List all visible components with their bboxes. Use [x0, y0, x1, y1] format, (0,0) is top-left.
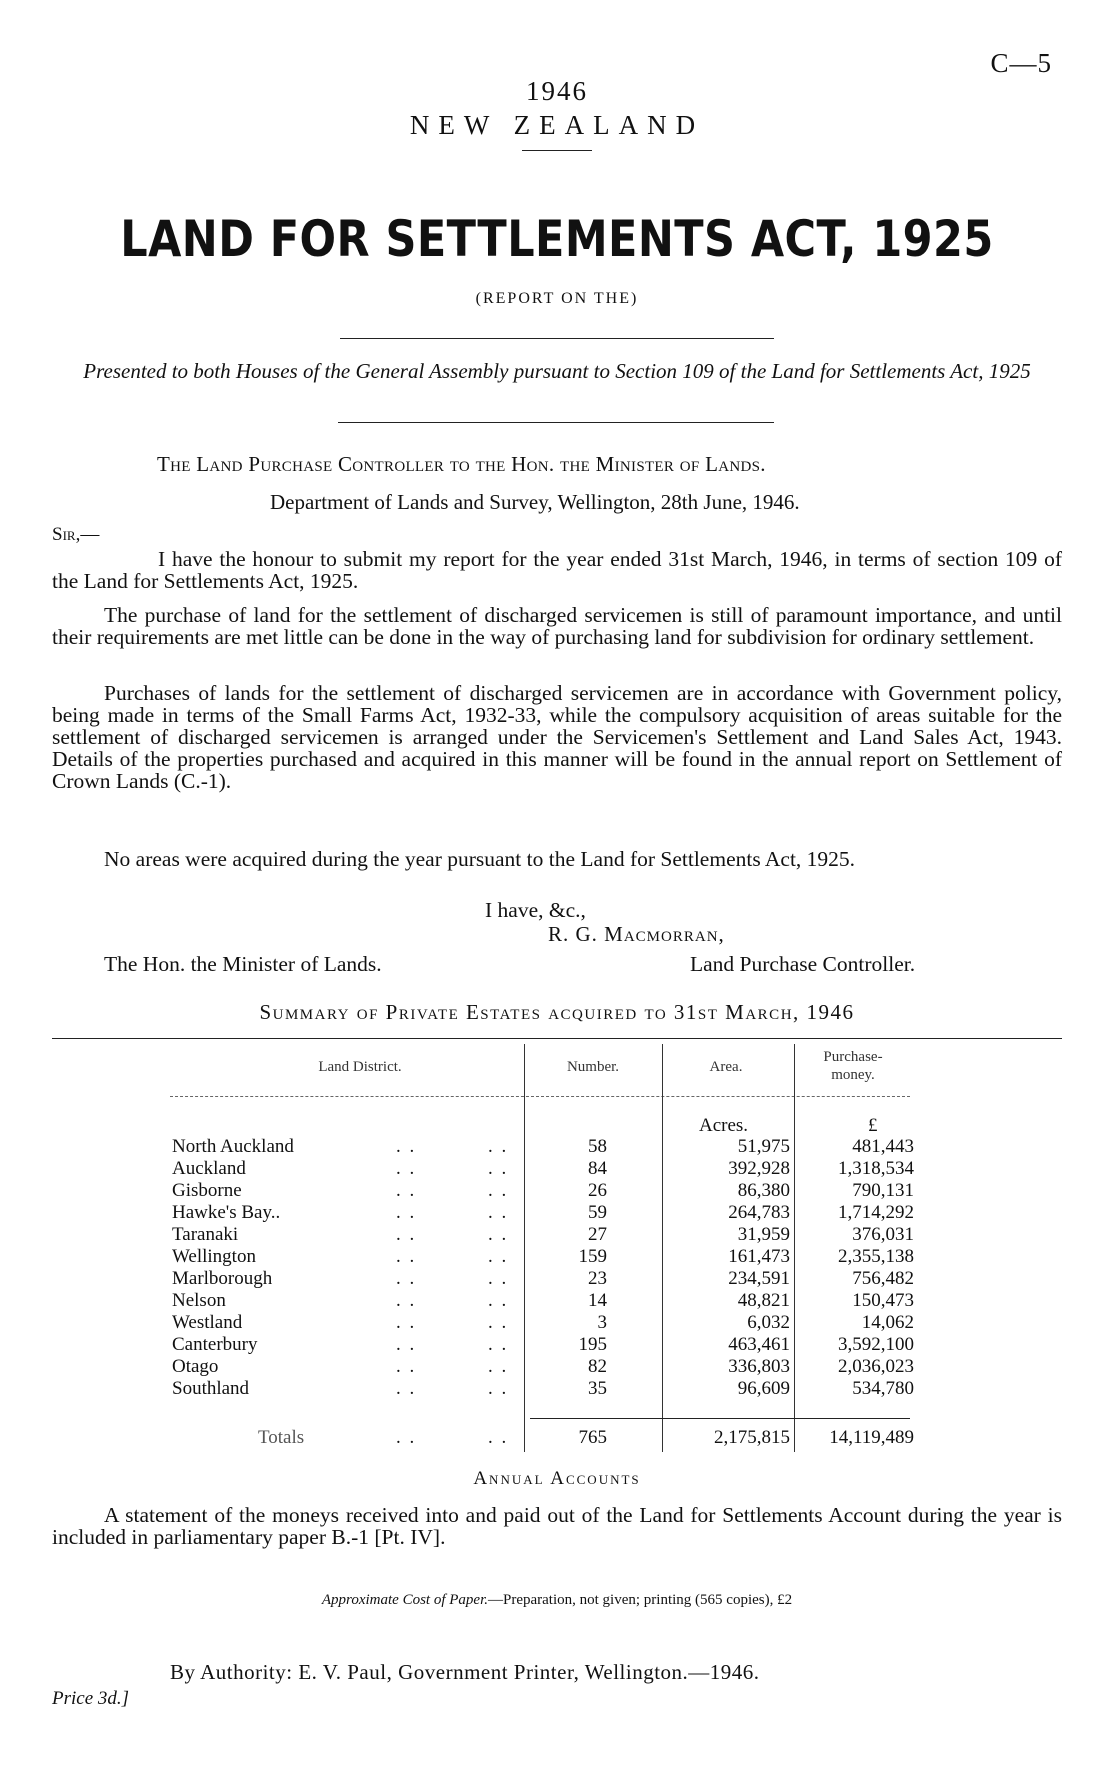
number-cell: 58 — [588, 1136, 607, 1157]
letter-paragraph: No areas were acquired during the year pursuant to the Land for Settlements Act, 1925. — [104, 847, 856, 871]
number-cell: 3 — [597, 1312, 607, 1333]
country-name: NEW ZEALAND — [409, 110, 705, 140]
table-row — [0, 1202, 1114, 1224]
money-cell: 14,062 — [861, 1312, 914, 1333]
table-row — [0, 1180, 1114, 1202]
row-leader-dots: . . — [488, 1268, 509, 1289]
column-header-district: Land District. — [318, 1059, 402, 1075]
table-row — [0, 1312, 1114, 1334]
row-leader-dots: . . — [396, 1356, 417, 1377]
document-title: LAND FOR SETTLEMENTS ACT, 1925 — [120, 210, 994, 268]
totals-area: 2,175,815 — [714, 1427, 790, 1448]
row-leader-dots: . . — [396, 1378, 417, 1399]
money-cell: 2,036,023 — [838, 1356, 914, 1377]
row-leader-dots: . . — [488, 1427, 509, 1448]
letter-signer-title: Land Purchase Controller. — [690, 952, 916, 976]
area-cell: 6,032 — [747, 1312, 790, 1333]
row-leader-dots: . . — [488, 1378, 509, 1399]
letter-paragraph: Purchases of lands for the settlement of discharged servicemen are in accordance with Government policy, being made in terms of the Small Farms Act, 1932-33, while the compulsory acquisition of areas suitable for the settlement of discharged servicemen is arranged under the Servicemen's Settlement and Land Sales Act, 1943. Details of the properties purchased and acquired in this manner will be found in the annual report on Settlement of Crown Lands (C.-1). — [52, 681, 1062, 793]
area-cell: 86,380 — [737, 1180, 790, 1201]
row-leader-dots: . . — [396, 1268, 417, 1289]
district-cell: Auckland — [172, 1158, 246, 1179]
row-leader-dots: . . — [396, 1180, 417, 1201]
table-row — [0, 1136, 1114, 1158]
district-cell: Westland — [172, 1312, 243, 1333]
number-cell: 26 — [588, 1180, 607, 1201]
number-cell: 159 — [578, 1246, 607, 1267]
totals-rule — [530, 1418, 910, 1419]
district-cell: Gisborne — [172, 1180, 242, 1201]
money-cell: 790,131 — [852, 1180, 914, 1201]
divider — [522, 150, 592, 151]
annual-accounts-text: A statement of the moneys received into and paid out of the Land for Settlements Account during the year is included in parliamentary paper B.-1 [Pt. IV]. — [52, 1503, 1062, 1549]
table-row — [0, 1378, 1114, 1400]
divider — [338, 422, 774, 423]
totals-label: Totals — [258, 1427, 305, 1448]
row-leader-dots: . . — [396, 1290, 417, 1311]
area-cell: 234,591 — [728, 1268, 790, 1289]
district-cell: Otago — [172, 1356, 219, 1377]
letter-signer: R. G. Macmorran, — [548, 922, 725, 946]
cost-label: Approximate Cost of Paper. — [321, 1592, 488, 1608]
district-cell: Taranaki — [172, 1224, 239, 1245]
area-cell: 264,783 — [728, 1202, 790, 1223]
money-cell: 481,443 — [852, 1136, 914, 1157]
publication-year: 1946 — [526, 76, 588, 106]
document-subtitle: (REPORT ON THE) — [475, 290, 639, 307]
row-leader-dots: . . — [488, 1246, 509, 1267]
area-cell: 51,975 — [737, 1136, 790, 1157]
row-leader-dots: . . — [396, 1427, 417, 1448]
cost-note — [0, 1592, 1114, 1609]
letter-salutation: Sir,— — [52, 524, 100, 545]
row-leader-dots: . . — [488, 1356, 509, 1377]
row-leader-dots: . . — [488, 1158, 509, 1179]
row-leader-dots: . . — [396, 1312, 417, 1333]
district-cell: Hawke's Bay.. — [172, 1202, 281, 1223]
column-header-purchase-money: Purchase-money. — [823, 1049, 883, 1083]
money-cell: 2,355,138 — [838, 1246, 914, 1267]
table-row — [0, 1356, 1114, 1378]
number-cell: 84 — [588, 1158, 607, 1179]
row-leader-dots: . . — [396, 1202, 417, 1223]
row-leader-dots: . . — [396, 1334, 417, 1355]
area-cell: 48,821 — [737, 1290, 790, 1311]
district-cell: North Auckland — [172, 1136, 294, 1157]
area-cell: 31,959 — [737, 1224, 790, 1245]
annual-accounts-heading: Annual Accounts — [473, 1468, 641, 1489]
row-leader-dots: . . — [488, 1180, 509, 1201]
row-leader-dots: . . — [396, 1224, 417, 1245]
number-cell: 82 — [588, 1356, 607, 1377]
area-cell: 336,803 — [728, 1356, 790, 1377]
row-leader-dots: . . — [488, 1334, 509, 1355]
totals-money: 14,119,489 — [829, 1427, 914, 1448]
district-cell: Nelson — [172, 1290, 226, 1311]
number-cell: 35 — [588, 1378, 607, 1399]
header-rule — [170, 1096, 910, 1097]
row-leader-dots: . . — [488, 1224, 509, 1245]
area-cell: 392,928 — [728, 1158, 790, 1179]
row-leader-dots: . . — [488, 1290, 509, 1311]
money-cell: 376,031 — [852, 1224, 914, 1245]
area-cell: 463,461 — [728, 1334, 790, 1355]
area-unit: Acres. — [699, 1115, 749, 1136]
area-cell: 96,609 — [737, 1378, 790, 1399]
letter-addressee: The Land Purchase Controller to the Hon. the Minister of Lands. — [157, 452, 766, 476]
district-cell: Southland — [172, 1378, 250, 1399]
row-leader-dots: . . — [396, 1246, 417, 1267]
district-cell: Canterbury — [172, 1334, 258, 1355]
number-cell: 23 — [588, 1268, 607, 1289]
table-row — [0, 1290, 1114, 1312]
number-cell: 27 — [588, 1224, 607, 1245]
money-cell: 1,318,534 — [838, 1158, 914, 1179]
letter-closing: I have, &c., — [485, 898, 586, 922]
letter-paragraph: The purchase of land for the settlement of discharged servicemen is still of paramount importance, and until their requirements are met little can be done in the way of purchasing land for subdivision for ordinary settlement. — [52, 603, 1062, 649]
letter-recipient: The Hon. the Minister of Lands. — [104, 952, 382, 976]
number-cell: 14 — [588, 1290, 607, 1311]
totals-number: 765 — [578, 1427, 607, 1448]
row-leader-dots: . . — [488, 1312, 509, 1333]
letter-paragraph: I have the honour to submit my report for the year ended 31st March, 1946, in terms of section 109 of the Land for Settlements Act, 1925. — [52, 547, 1062, 593]
district-cell: Marlborough — [172, 1268, 273, 1289]
table-row — [0, 1268, 1114, 1290]
cost-text: —Preparation, not given; printing (565 copies), £2 — [488, 1592, 793, 1608]
row-leader-dots: . . — [396, 1136, 417, 1157]
summary-heading: Summary of Private Estates acquired to 31st March, 1946 — [259, 1000, 855, 1024]
money-cell: 1,714,292 — [838, 1202, 914, 1223]
presented-note: Presented to both Houses of the General Assembly pursuant to Section 109 of the Land for Settlements Act, 1925 — [83, 359, 1031, 383]
letter-department-date: Department of Lands and Survey, Wellington, 28th June, 1946. — [270, 490, 800, 514]
district-cell: Wellington — [172, 1246, 256, 1267]
printer-authority: By Authority: E. V. Paul, Government Printer, Wellington.—1946. — [170, 1660, 760, 1684]
money-cell: 756,482 — [852, 1268, 914, 1289]
table-row — [0, 1224, 1114, 1246]
money-cell: 3,592,100 — [838, 1334, 914, 1355]
number-cell: 195 — [578, 1334, 607, 1355]
row-leader-dots: . . — [396, 1158, 417, 1179]
price: Price 3d.] — [52, 1688, 130, 1709]
row-leader-dots: . . — [488, 1136, 509, 1157]
table-row — [0, 1158, 1114, 1180]
number-cell: 59 — [588, 1202, 607, 1223]
table-top-rule — [52, 1038, 1062, 1039]
page-reference: C—5 — [990, 48, 1052, 78]
table-row — [0, 1246, 1114, 1268]
money-unit: £ — [868, 1115, 878, 1136]
column-header-number: Number. — [566, 1059, 620, 1075]
money-cell: 534,780 — [852, 1378, 914, 1399]
totals-row — [0, 1427, 1114, 1449]
money-cell: 150,473 — [852, 1290, 914, 1311]
row-leader-dots: . . — [488, 1202, 509, 1223]
area-cell: 161,473 — [728, 1246, 790, 1267]
column-header-area: Area. — [709, 1059, 743, 1075]
divider — [340, 338, 774, 339]
table-row — [0, 1334, 1114, 1356]
